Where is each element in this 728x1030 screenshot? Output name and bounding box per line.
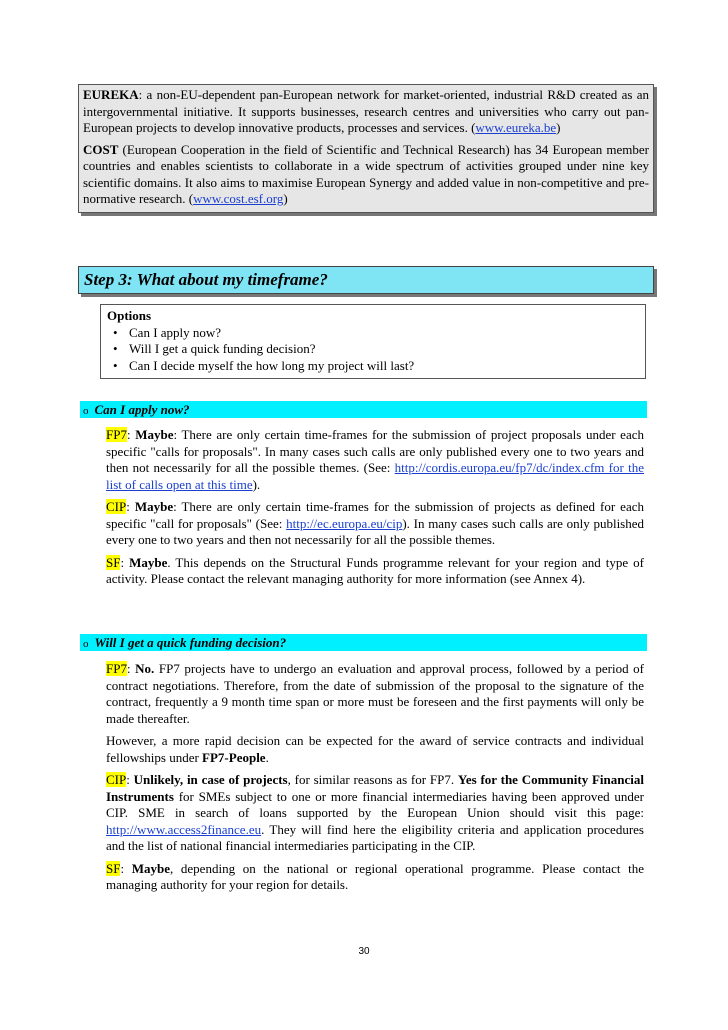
bullet-icon: • xyxy=(113,341,118,356)
cip-link[interactable]: http://ec.europa.eu/cip xyxy=(286,515,403,531)
apply-now-cip: CIP: Maybe: There are only certain time-frames for the submission of projects as defined for each specific "call for proposals" (See: http://ec.europa.eu/cip). In many cases such calls are only published every one to two years and then not necessarily for all the possible themes. xyxy=(106,499,645,547)
cip-label: CIP xyxy=(106,772,127,787)
apply-now-section xyxy=(106,427,644,588)
question-bar-apply-now: o Can I apply now? xyxy=(80,401,647,418)
sf-label: SF xyxy=(106,554,121,570)
funding-decision-cip: CIP: Unlikely, in case of projects, for similar reasons as for FP7. Yes for the Community Financial Instruments for SMEs subject to one or more financial intermediaries having been approved under CIP. SME in search of loans supported by the European Union should visit this page: http://www.access2finance.eu. They will find here the eligibility criteria and application procedures and the list of national financial intermediaries participating in the CIP. xyxy=(106,772,644,853)
options-item: • Can I apply now? xyxy=(113,324,222,340)
options-item: • Can I decide myself the how long my project will last? xyxy=(113,357,415,373)
cost-paragraph: COST (European Cooperation in the field of Scientific and Technical Research) has 34 European member countries and enables scientists to collaborate in a wide spectrum of activities grouped under nine key scientific domains. It also aims to maximise European Synergy and added value in non-competitive and pre-normative research. (www.cost.esf.org) xyxy=(83,141,649,206)
options-list xyxy=(107,325,639,375)
options-title: Options xyxy=(107,308,152,323)
circle-bullet-icon: o xyxy=(83,405,89,417)
cip-label: CIP xyxy=(106,499,127,514)
eureka-link[interactable]: www.eureka.be xyxy=(475,120,557,135)
apply-now-fp7: FP7: Maybe: There are only certain time-frames for the submission of project proposals under each specific "calls for proposals". In many cases such calls are only published every one to two years and then not necessarily for all the possible themes. (See: http://cordis.europa.eu/fp7/dc/index.cfm for the list of calls open at this time). xyxy=(106,427,644,492)
options-item: • Will I get a quick funding decision? xyxy=(113,341,316,356)
fp7-label: FP7 xyxy=(106,427,127,442)
intro-box xyxy=(78,84,654,213)
funding-decision-however: However, a more rapid decision can be expected for the award of service contracts and individual fellowships under FP7-People. xyxy=(106,733,644,765)
eureka-term: EUREKA xyxy=(83,87,139,102)
funding-decision-fp7: FP7: No. FP7 projects have to undergo an evaluation and approval process, followed by a period of contract negotiations. Therefore, from the date of submission of the proposal to the signature of the contract, frequently a 9 month time span or more must be foreseen and the first payments will only be made thereafter. xyxy=(106,661,644,726)
step-heading: Step 3: What about my timeframe? xyxy=(78,266,654,294)
access2finance-link[interactable]: http://www.access2finance.eu xyxy=(106,821,262,837)
bullet-icon: • xyxy=(113,324,118,340)
eureka-paragraph: EUREKA: a non-EU-dependent pan-European network for market-oriented, industrial R&D created as an intergovernmental initiative. It supports businesses, research centres and universities who carry out pan-European projects to develop innovative products, processes and services. (www.eureka.be) xyxy=(83,87,649,135)
apply-now-sf: SF: Maybe. This depends on the Structural Funds programme relevant for your region and type of activity. Please contact the relevant managing authority for more information (see Annex 4). xyxy=(106,554,644,586)
fp7-label: FP7 xyxy=(106,661,127,676)
options-box xyxy=(100,304,646,379)
funding-decision-section xyxy=(106,661,644,894)
question-bar-funding-decision: o Will I get a quick funding decision? xyxy=(80,634,647,651)
sf-label: SF xyxy=(106,860,121,876)
bullet-icon: • xyxy=(113,357,118,373)
cost-term: COST xyxy=(83,141,119,157)
funding-decision-sf: SF: Maybe, depending on the national or regional operational programme. Please contact the managing authority for your region for details. xyxy=(106,860,644,892)
cost-link[interactable]: www.cost.esf.org xyxy=(193,191,284,206)
page-number: 30 xyxy=(358,946,370,957)
cordis-link[interactable]: http://cordis.europa.eu/fp7/dc/index.cfm for the list of calls open at this time xyxy=(106,460,644,492)
circle-bullet-icon: o xyxy=(83,638,89,650)
